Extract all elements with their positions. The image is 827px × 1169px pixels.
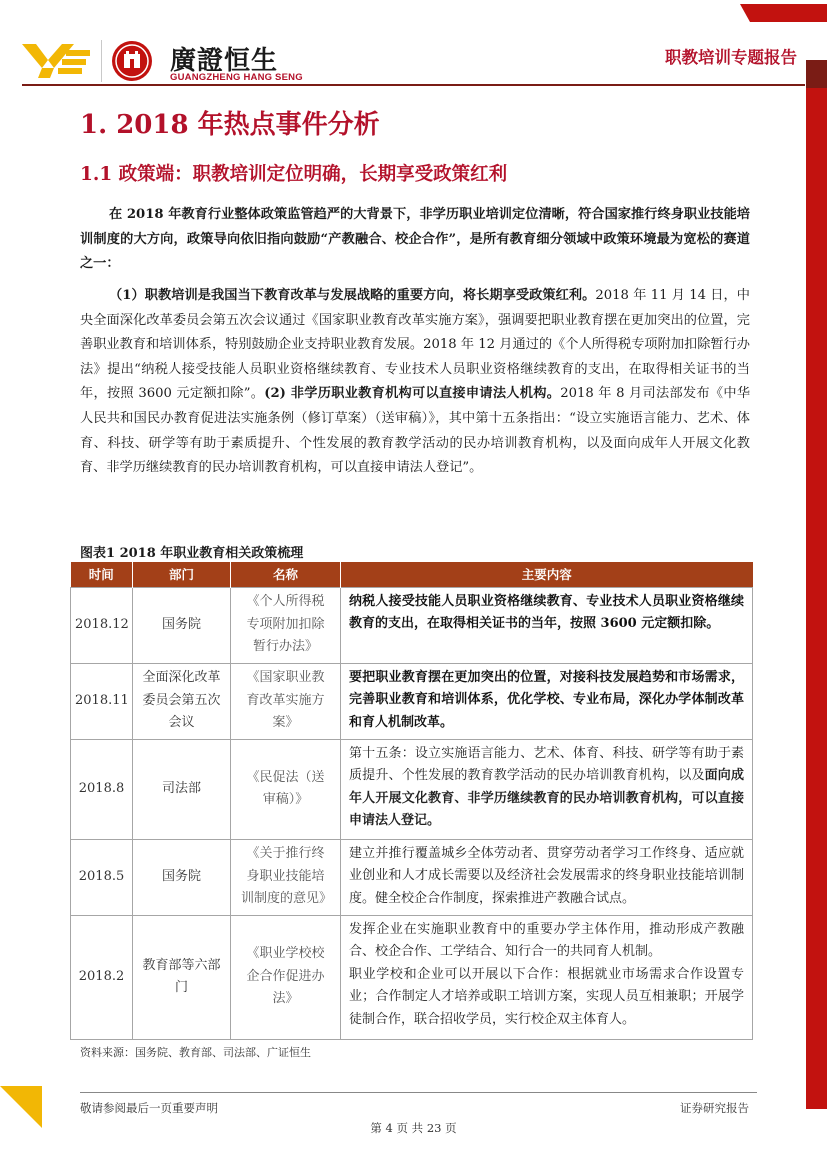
ye-logo-icon [22, 40, 92, 80]
cell-content-line: 职业学校和企业可以开展以下合作：根据就业市场需求合作设置专业；合作制定人才培养或职工培训方案，实现人员互相兼职；开展学徒制合作，联合招收学员，实行校企双主体育人。 [349, 966, 744, 1027]
page-header [0, 0, 827, 95]
footer-rule [80, 1092, 757, 1093]
logo-divider [101, 40, 102, 82]
intro-paragraph: 在 2018 年教育行业整体政策监管趋严的大背景下，非学历职业培训定位清晰，符合国家推行终身职业技能培训制度的大方向，政策导向依旧指向鼓励“产教融合、校企合作”，是所有教育细分领域中政策环境最为宽松的赛道之一： [80, 207, 750, 272]
policy-text-2: 2018 年 8 月司法部发布《中华人民共和国民办教育促进法实施条例（修订草案）（送审稿）》，其中第十五条指出：“设立实施语言能力、艺术、体育、科技、研学等有助于素质提升、个性发展的教育教学活动的民办培训教育机构，以及面向成年人开展文化教育、非学历继续教育的民办培训教育机构，可以直接申请法人登记”。 [80, 386, 751, 476]
cell-dept: 全面深化改革委员会第五次会议 [133, 663, 231, 739]
brand-name: 廣證恒生 [170, 46, 279, 76]
footer-report-type: 证券研究报告 [680, 1101, 749, 1115]
cell-name: 《关于推行终身职业技能培训制度的意见》 [231, 839, 341, 915]
header-rule [22, 84, 805, 86]
cell-name: 《个人所得税专项附加扣除暂行办法》 [231, 587, 341, 663]
cell-content [341, 739, 753, 839]
brand-name-en: GUANGZHENG HANG SENG [170, 72, 303, 83]
policy-paragraph [80, 284, 750, 481]
side-accent-bar [806, 60, 827, 1109]
cell-dept: 司法部 [133, 739, 231, 839]
cell-time: 2018.11 [71, 663, 133, 739]
subsection-heading: 1.1 政策端：职教培训定位明确，长期享受政策红利 [80, 164, 508, 185]
cell-name: 《职业学校校企合作促进办法》 [231, 915, 341, 1039]
report-title-tag: 职教培训专题报告 [665, 48, 797, 67]
cell-content-line: 发挥企业在实施职业教育中的重要办学主体作用，推动形成产教融合、校企合作、工学结合、知行合一的共同育人机制。 [349, 921, 744, 959]
cell-time: 2018.2 [71, 915, 133, 1039]
cell-name: 《国家职业教育改革实施方案》 [231, 663, 341, 739]
table-row [71, 839, 753, 915]
table-header-row [71, 562, 753, 587]
header-tab-decoration [740, 4, 827, 22]
policy-table [70, 562, 753, 1040]
cell-name: 《民促法（送审稿）》 [231, 739, 341, 839]
table-row [71, 663, 753, 739]
policy-text-1: 2018 年 11 月 14 日，中央全面深化改革委员会第五次会议通过《国家职业教育改革实施方案》，强调要把职业教育摆在更加突出的位置，完善职业教育和培训体系，特别鼓励企业支持职业教育发展。2018 年 12 月通过的《个人所得税专项附加扣除暂行办法》提出“纳税人接受技能人员职业资格继续教育、专业技术人员职业资格继续教育的支出，在取得相关证书的当年，按照 3600 元定额扣除”。 [80, 288, 750, 402]
cell-time: 2018.8 [71, 739, 133, 839]
cell-dept: 国务院 [133, 587, 231, 663]
policy-point-1: （1）职教培训是我国当下教育改革与发展战略的重要方向，将长期享受政策红利。 [109, 288, 596, 303]
cell-dept: 国务院 [133, 839, 231, 915]
col-header-name: 名称 [231, 562, 341, 587]
gzhs-emblem-icon [111, 40, 153, 82]
figure-title: 图表1 2018 年职业教育相关政策梳理 [80, 546, 304, 561]
col-header-time: 时间 [71, 562, 133, 587]
cell-content-plain: 第十五条：设立实施语言能力、艺术、体育、科技、研学等有助于素质提升、个性发展的教育教学活动的民办培训教育机构，以及 [349, 745, 744, 783]
cell-content-bold: 面向成年人开展文化教育、非学历继续教育的民办培训教育机构，可以直接申请法人登记。 [349, 768, 744, 828]
cell-content: 纳税人接受技能人员职业资格继续教育、专业技术人员职业资格继续教育的支出，在取得相关证书的当年，按照 3600 元定额扣除。 [341, 587, 753, 663]
policy-point-2: (2) 非学历职业教育机构可以直接申请法人机构。 [264, 386, 561, 402]
cell-time: 2018.12 [71, 587, 133, 663]
table-row [71, 587, 753, 663]
cell-time: 2018.5 [71, 839, 133, 915]
source-note: 资料来源：国务院、教育部、司法部、广证恒生 [80, 1046, 311, 1059]
cell-content: 建立并推行覆盖城乡全体劳动者、贯穿劳动者学习工作终身、适应就业创业和人才成长需要以及经济社会发展需求的终身职业技能培训制度。健全校企合作制度，探索推进产教融合试点。 [341, 839, 753, 915]
side-accent-bar-top [806, 60, 827, 88]
page-number: 第 4 页 共 23 页 [370, 1121, 457, 1135]
section-heading: 1. 2018 年热点事件分析 [80, 110, 380, 140]
col-header-content: 主要内容 [341, 562, 753, 587]
cell-content [341, 915, 753, 1039]
cell-content: 要把职业教育摆在更加突出的位置，对接科技发展趋势和市场需求，完善职业教育和培训体系，优化学校、专业布局，深化办学体制改革和育人机制改革。 [341, 663, 753, 739]
cell-dept: 教育部等六部门 [133, 915, 231, 1039]
table-row [71, 739, 753, 839]
col-header-dept: 部门 [133, 562, 231, 587]
table-row [71, 915, 753, 1039]
footer-disclaimer: 敬请参阅最后一页重要声明 [80, 1101, 218, 1115]
